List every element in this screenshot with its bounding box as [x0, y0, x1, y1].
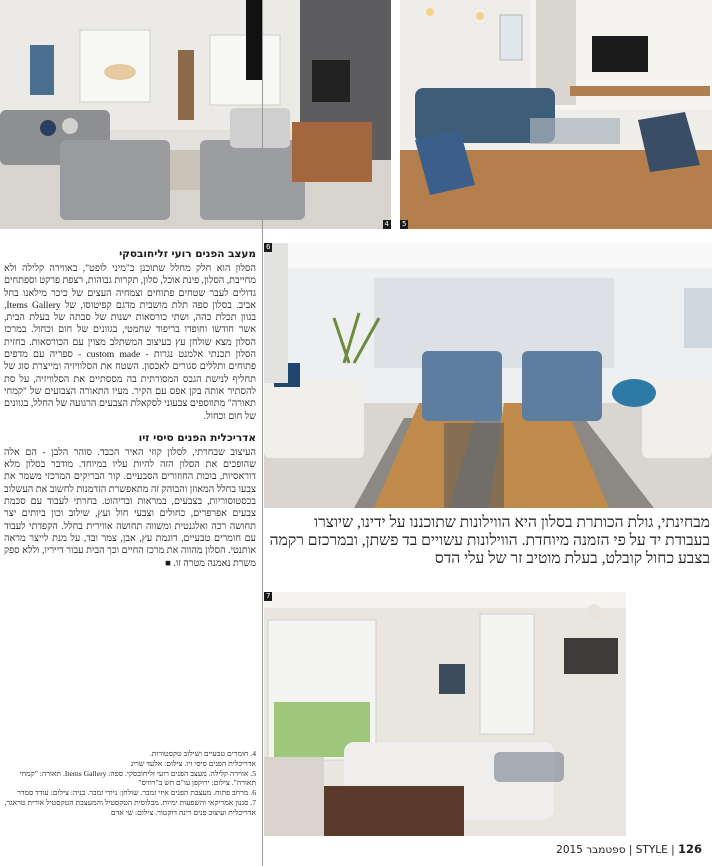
issue-date: ספטמבר 2015 — [556, 844, 626, 856]
section-heading: מעצב הפנים רועי זליחובסקי — [119, 248, 256, 260]
pull-quote: מבחינתי, גולת הכותרת בסלון היא הווילונות שתוכננו על ידינו, שיוצרו בעבודת יד על פי הזמנה מיוחדת. הווילונות עשויים בד פשתן, ובמרכזם רקמה בצבע כחול קובלט, בעלת מוטיב זר של עלי הדס — [269, 514, 710, 568]
photo-number-label: 4 — [384, 220, 389, 228]
page-number: 126 — [677, 842, 702, 856]
credit-line: 7. סגנון אמריקאי והשפעות ימיות. מבלוסית הטקסטיל והמעצבת הטקסטיל אורית טראגר, אדריכלית ועיצוב פנים רינה דוקטור. צילום: שי אדם — [4, 797, 256, 817]
photo-6-open-space — [264, 243, 712, 508]
photo-credits — [4, 749, 256, 818]
credit-line: אדריכלית הפנים סיסי זיו. צילום: אלעד שריג — [130, 758, 256, 768]
section-heading: אדריכלית הפנים סיסי זיו — [138, 431, 256, 444]
photo-number-label: 5 — [402, 220, 407, 228]
section-body: הסלון הוא חלק מחלל שתוכנן כ"מיני לופט", באווירה קלילה ולא מחייבת, הסלון, פינת אוכל, סלון, תקרות גבוהות, רצפת פרקט וספתחים גדולים לעבר שטחים פתוחים וצמחיה העצים של כיכר מילאנו בחל אביב. בסלון ספה תלת מושבית מדגם קפיטוסו, של Items Gallery, בגוון תכלת כהה, ושתי כורסאות ישנות של סבתה של בעלת הבית, אשר חודשו וחופדו בריפוד שחמטי, בגוונים של חום וכחול. במרכז הסלון מצא שולחן עץ בעיצוב המשתלב מצוין עם הכורסאות. בחזית הסלון תכנתי אלמנט נגרות - custom made - ספריה עם מדפים פתוחים ותללים סגורים לאכסון. השטח את הסלוויזיה ומייצרת סוג של תחליף לנישת הגבס המסורתית בה מססתיים את הסלוויזיה, על סת להסתיר אותה בקן אפס עם הקיר. מעיו התאורה הצבועים של "קמחי תאורה" מתווספים צבעוני לסקאלת הצבעים הרגועה של החלל, בגוונים של חום וכחול. — [4, 263, 257, 422]
magazine-name: STYLE — [635, 844, 668, 856]
photo-number-label: 7 — [266, 592, 271, 600]
credit-line: 4. חומרים טבעיים ושילוב טקסטורות. — [149, 749, 256, 758]
page-footer: ספטמבר 2015 | STYLE | 126 — [556, 842, 702, 856]
photo-7-living-room — [264, 592, 626, 836]
credit-line: 6. מרחב פתוח. מעצבת הפנים איזי זמבר. שולחן: ניודי זמבר. בניה: צילום: עודד סמדר — [17, 788, 256, 798]
column-divider — [262, 0, 263, 866]
article-column — [4, 248, 256, 570]
section-tab — [246, 0, 262, 80]
photo-number-label: 6 — [266, 243, 271, 251]
photo-4-living-room — [0, 0, 391, 229]
photo-5-living-room — [400, 0, 712, 229]
credit-line: 5. אווירה קלילה. מעצב הפנים רועי זליחובסקי. ספה: Items Gallery. תאורה: "קמחי תאורה". צילום: ירוקפן עו"ם חש ב"רוזיס" — [19, 768, 256, 788]
section-body: העיצוב שבחרתי, לסלון קוזי האיר הכבד. סוהר הלבן - הם אלה שהופכים את הסלון הזה להיות עליו במיוחד. מודבר בסלון מלא דוראסיות, בוכות החוזורים הסבעיים. קור הבריקים המרכזי משמר את צבעו בחלל המאוזן והבוהק זה מתאפשרת הזדמנות לחשוב את העשלוב בכסטוסוריות, בצבעים, במראות ובריהוט. בחרתי לעבוד עם סכמת צבעים אפרפרים, כחולים וצבעי חול ועץ, שילוב וכון ביותים יצר תחושה רכה ואלגנטית ומשווה תחושה אווירית בחלל. הקפדתי לעבוד עם חומרים טבעיים, דוגמת עץ, אבן, צמר ובד, על מנת לייצר מראה אותנטי. הסלון מהווה את מרכז החיים וכך הבית עבור דייריו, וללא ספק משרת נאמנה מטרה זו. ■ — [4, 446, 256, 569]
